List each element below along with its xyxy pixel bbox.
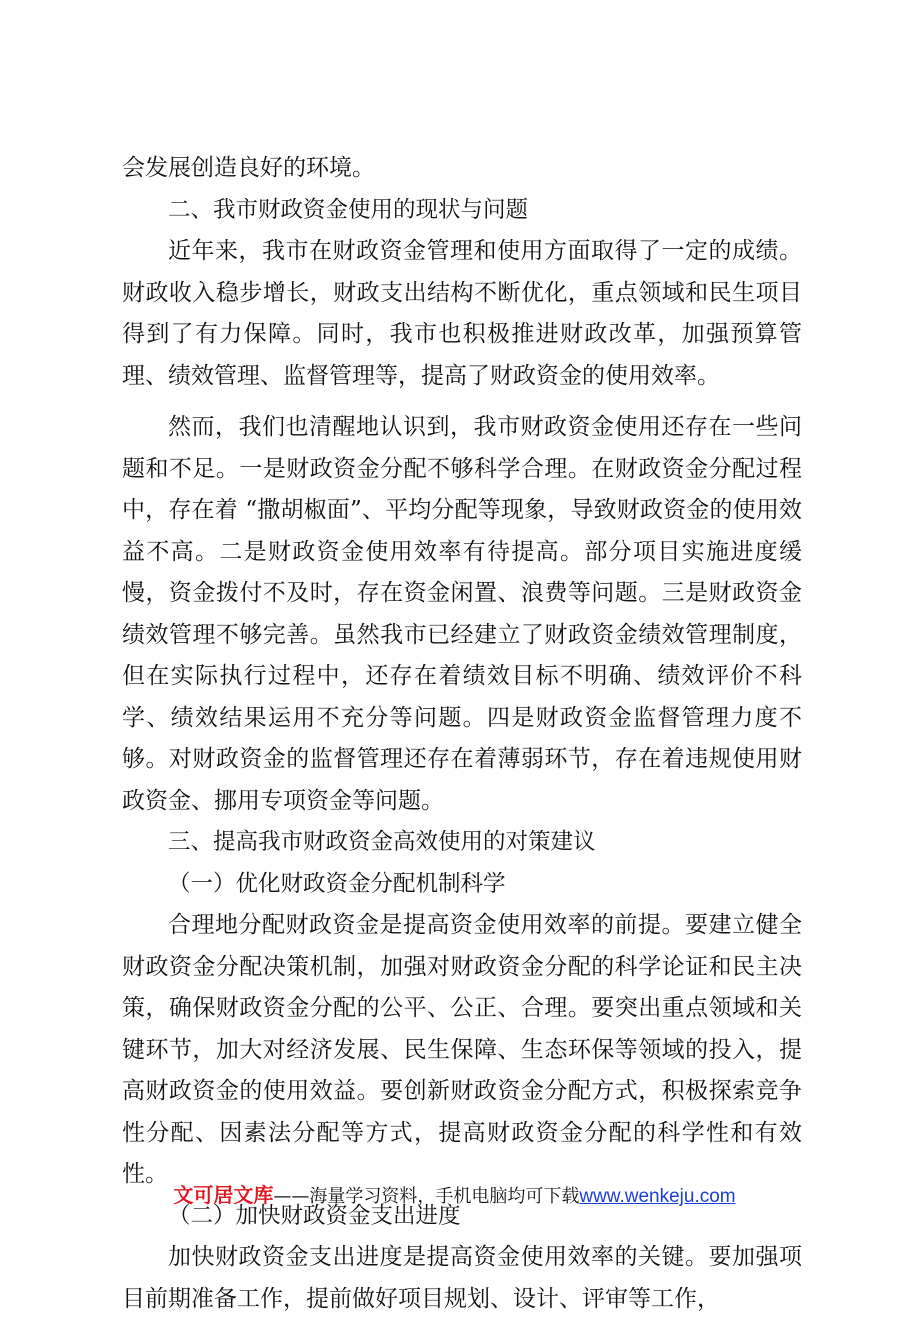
subsection-heading-1: （一）优化财政资金分配机制科学: [168, 870, 506, 897]
footer-website-link[interactable]: www.wenkeju.com: [579, 1186, 736, 1207]
footer-brand: 文可居文库: [173, 1183, 274, 1207]
continuation-paragraph: 会发展创造良好的环境。: [122, 155, 375, 181]
body-paragraph: 近年来，我市在财政资金管理和使用方面取得了一定的成绩。财政收入稳步增长，财政支出结构不断优化，重点领域和民生项目得到了有力保障。同时，我市也积极推进财政改革，加强预算管理、绩效管理、监督管理等，提高了财政资金的使用效率。: [122, 238, 802, 389]
subsection-heading-2: （二）加快财政资金支出进度: [168, 1202, 461, 1229]
body-paragraph: 加快财政资金支出进度是提高资金使用效率的关键。要加强项目前期准备工作，提前做好项目规划、设计、评审等工作，: [122, 1244, 802, 1312]
footer-tagline: ——海量学习资料，手机电脑均可下载: [273, 1186, 580, 1207]
section-heading-3: 三、提高我市财政资金高效使用的对策建议: [168, 829, 596, 855]
document-body: [122, 148, 802, 1320]
body-paragraph: 然而，我们也清醒地认识到，我市财政资金使用还存在一些问题和不足。一是财政资金分配不够科学合理。在财政资金分配过程中，存在着 “撒胡椒面”、平均分配等现象，导致财政资金的使用效益不高。二是财政资金使用效率有待提高。部分项目实施进度缓慢，资金拨付不及时，存在资金闲置、浪费等问题。三是财政资金绩效管理不够完善。虽然我市已经建立了财政资金绩效管理制度，但在实际执行过程中，还存在着绩效目标不明确、绩效评价不科学、绩效结果运用不充分等问题。四是财政资金监督管理力度不够。对财政资金的监督管理还存在着薄弱环节，存在着违规使用财政资金、挪用专项资金等问题。: [122, 414, 802, 814]
body-paragraph: 合理地分配财政资金是提高资金使用效率的前提。要建立健全财政资金分配决策机制，加强对财政资金分配的科学论证和民主决策，确保财政资金分配的公平、公正、合理。要突出重点领域和关键环节，加大对经济发展、民生保障、生态环保等领域的投入，提高财政资金的使用效益。要创新财政资金分配方式，积极探索竞争性分配、因素法分配等方式，提高财政资金分配的科学性和有效性。: [122, 912, 802, 1187]
footer-banner: [0, 1180, 909, 1212]
section-heading-2: 二、我市财政资金使用的现状与问题: [168, 196, 529, 223]
